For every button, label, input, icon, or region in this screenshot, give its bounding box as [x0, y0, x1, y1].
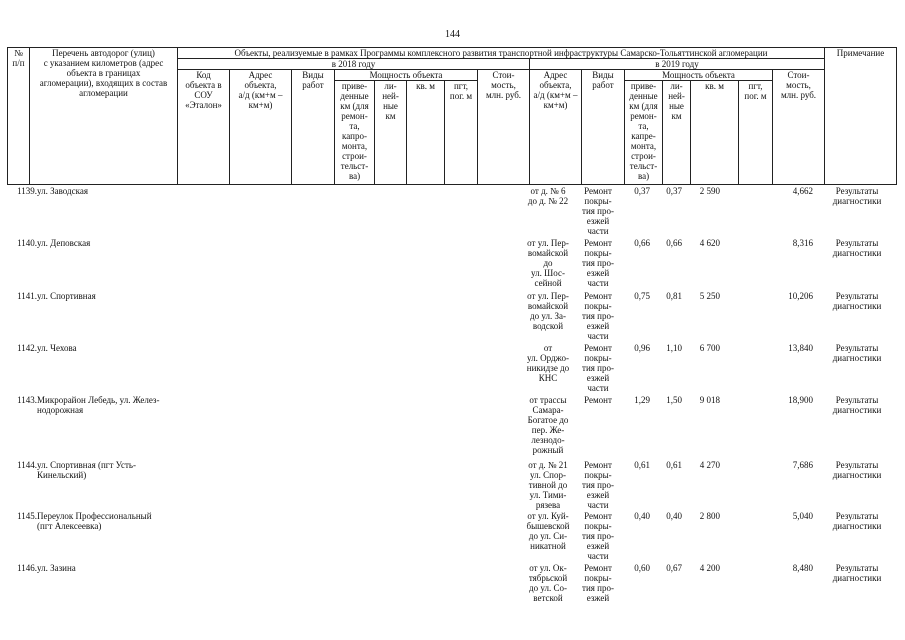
header-code: Код объекта в СОУ «Эталон» [178, 70, 230, 185]
row-note: Результаты диагностики [832, 238, 882, 258]
row-address: от трассы Самара- Богатое до пер. Же- лезнодо- рожный [527, 395, 569, 455]
row-work-type: Ремонт покры- тия про- езжей [582, 563, 614, 603]
row-road-name: ул. Деповская [37, 238, 91, 248]
header-kvm-2018: кв. м [407, 81, 445, 185]
row-work-type: Ремонт покры- тия про- езжей части [582, 238, 614, 288]
row-linear-km: 0,37 [666, 186, 682, 196]
row-work-type: Ремонт покры- тия про- езжей части [582, 511, 614, 561]
row-sq-m: 6 700 [699, 343, 720, 353]
row-prived-km: 0,40 [634, 511, 650, 521]
row-sq-m: 9 018 [699, 395, 720, 405]
row-work-type: Ремонт [584, 395, 612, 405]
row-prived-km: 0,60 [634, 563, 650, 573]
row-linear-km: 0,40 [666, 511, 682, 521]
row-sq-m: 4 270 [699, 460, 720, 470]
row-address: от ул. Пер- вомайской до ул. За- водской [527, 291, 569, 331]
row-note: Результаты диагностики [832, 186, 882, 206]
table-header [7, 47, 897, 185]
row-sq-m: 4 620 [699, 238, 720, 248]
row-work-type: Ремонт покры- тия про- езжей части [582, 291, 614, 341]
row-prived-km: 0,66 [634, 238, 650, 248]
row-road-name: ул. Чехова [37, 343, 77, 353]
row-road-name: ул. Зазина [37, 563, 76, 573]
row-prived-km: 0,61 [634, 460, 650, 470]
row-sq-m: 4 200 [699, 563, 720, 573]
row-road-name: ул. Заводская [37, 186, 88, 196]
row-number: 1140. [17, 238, 37, 248]
row-prived-km: 0,96 [634, 343, 650, 353]
header-num: № п/п [8, 48, 30, 185]
row-address: от ул. Ок- тябрьской до ул. Со- ветской [528, 563, 568, 603]
row-number: 1141. [17, 291, 37, 301]
row-prived-km: 1,29 [634, 395, 650, 405]
row-linear-km: 0,81 [666, 291, 682, 301]
header-addr-2019: Адрес объекта, а/д (км+м – км+м) [530, 70, 582, 185]
row-note: Результаты диагностики [832, 511, 882, 531]
row-cost: 4,662 [792, 186, 813, 196]
header-note: Примечание [825, 48, 897, 185]
row-address: от ул. Орджо- никидзе до КНС [526, 343, 570, 383]
row-sq-m: 5 250 [699, 291, 720, 301]
header-lin-2018: ли- ней- ные км [375, 81, 407, 185]
row-note: Результаты диагностики [832, 343, 882, 363]
header-lin-2019: ли- ней- ные км [663, 81, 691, 185]
header-prived-2019: приве- денные км (для ремон- та, капре- монта, строи- тельст- ва) [625, 81, 663, 185]
header-power-2019: Мощность объекта [625, 70, 773, 81]
row-work-type: Ремонт покры- тия про- езжей части [582, 343, 614, 393]
row-number: 1139. [17, 186, 37, 196]
row-road-name: ул. Спортивная (пгт Усть- Кинельский) [37, 460, 137, 480]
row-cost: 7,686 [792, 460, 813, 470]
header-pog-2019: пгт, пог. м [739, 81, 773, 185]
header-year-2019: в 2019 году [530, 59, 825, 70]
row-linear-km: 0,66 [666, 238, 682, 248]
row-note: Результаты диагностики [832, 460, 882, 480]
row-cost: 5,040 [792, 511, 813, 521]
header-power-2018: Мощность объекта [335, 70, 478, 81]
row-road-name: Переулок Профессиональный (пгт Алексеевка) [37, 511, 152, 531]
row-cost: 13,840 [788, 343, 813, 353]
header-prived-2018: приве- денные км (для ремон- та, капро- монта, строи- тельст- ва) [335, 81, 375, 185]
row-cost: 8,316 [792, 238, 813, 248]
row-number: 1146. [17, 563, 37, 573]
row-linear-km: 1,10 [666, 343, 682, 353]
header-cost-2019: Стои- мость, млн. руб. [773, 70, 825, 185]
row-cost: 8,480 [792, 563, 813, 573]
row-cost: 10,206 [788, 291, 813, 301]
header-cost-2018: Стои- мость, млн. руб. [478, 70, 530, 185]
header-objects: Объекты, реализуемые в рамках Программы комплексного развития транспортной инфраструктуры Самарско-Тольяттинской агломерации [178, 48, 825, 59]
row-number: 1145. [17, 511, 37, 521]
row-prived-km: 0,75 [634, 291, 650, 301]
row-road-name: Микрорайон Лебедь, ул. Желез- нодорожная [37, 395, 160, 415]
header-addr-2018: Адрес объекта, а/д (км+м – км+м) [230, 70, 292, 185]
row-work-type: Ремонт покры- тия про- езжей части [582, 460, 614, 510]
row-sq-m: 2 590 [699, 186, 720, 196]
row-prived-km: 0,37 [634, 186, 650, 196]
header-year-2018: в 2018 году [178, 59, 530, 70]
row-address: от д. № 21 ул. Спор- тивной до ул. Тими- рязева [528, 460, 568, 510]
page-number: 144 [445, 29, 460, 40]
header-kvm-2019: кв. м [691, 81, 739, 185]
row-number: 1142. [17, 343, 37, 353]
row-note: Результаты диагностики [832, 395, 882, 415]
row-number: 1144. [17, 460, 37, 470]
row-linear-km: 0,67 [666, 563, 682, 573]
row-note: Результаты диагностики [832, 563, 882, 583]
row-address: от ул. Пер- вомайской до ул. Шос- сейной [527, 238, 569, 288]
header-works-2018: Виды работ [292, 70, 335, 185]
header-works-2019: Виды работ [582, 70, 625, 185]
row-work-type: Ремонт покры- тия про- езжей части [582, 186, 614, 236]
header-list: Перечень автодорог (улиц) с указанием километров (адрес объекта в границах агломерации), входящих в состав агломерации [30, 48, 178, 185]
row-number: 1143. [17, 395, 37, 405]
row-address: от д. № 6 до д. № 22 [527, 186, 569, 206]
row-road-name: ул. Спортивная [37, 291, 96, 301]
row-cost: 18,900 [788, 395, 813, 405]
row-linear-km: 1,50 [666, 395, 682, 405]
row-note: Результаты диагностики [832, 291, 882, 311]
row-address: от ул. Куй- бышевской до ул. Си- никатной [526, 511, 570, 551]
row-linear-km: 0,61 [666, 460, 682, 470]
row-sq-m: 2 800 [699, 511, 720, 521]
header-pog-2018: пгт, пог. м [445, 81, 478, 185]
